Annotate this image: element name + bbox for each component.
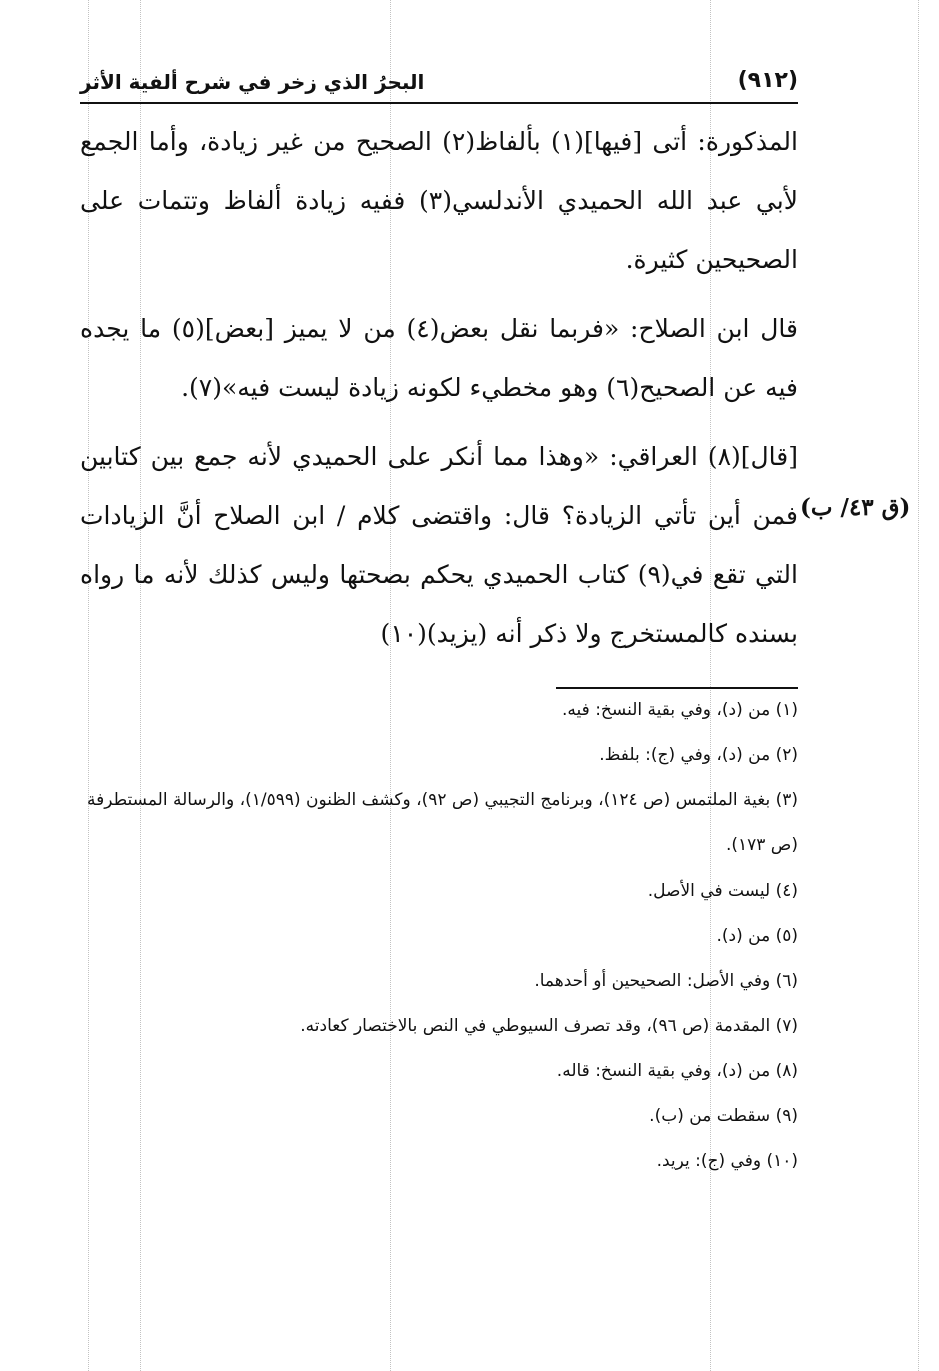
main-text xyxy=(80,112,798,663)
footnote: (١٠) وفي (ج): يريد. xyxy=(656,1151,798,1171)
footnote: (٦) وفي الأصل: الصحيحين أو أحدهما. xyxy=(534,971,798,991)
page-header xyxy=(80,60,798,104)
footnote: (٤) ليست في الأصل. xyxy=(647,881,798,901)
footnote: (٨) من (د)، وفي بقية النسخ: قاله. xyxy=(556,1061,798,1081)
running-title: البحرُ الذي زخر في شرح ألفية الأثر xyxy=(80,70,425,94)
paragraph: قال ابن الصلاح: «فربما نقل بعض(٤) من لا يميز [بعض](٥) ما يجده فيه عن الصحيح(٦) وهو مخطيء لكونه زيادة ليست فيه»(٧). xyxy=(80,314,798,402)
footnote: (١) من (د)، وفي بقية النسخ: فيه. xyxy=(562,700,798,720)
paragraph: المذكورة: أتى [فيها](١) بألفاظ(٢) الصحيح من غير زيادة، وأما الجمع لأبي عبد الله الحميدي الأندلسي(٣) ففيه زيادة ألفاظ وتتمات على الصحيحين كثيرة. xyxy=(80,127,798,274)
footnote: (٥) من (د). xyxy=(716,926,798,946)
scan-guide-line xyxy=(918,0,919,1371)
footnote: (٣) بغية الملتمس (ص ١٢٤)، وبرنامج التجيبي (ص ٩٢)، وكشف الظنون (١/٥٩٩)، والرسالة المستطرفة (ص ١٧٣). xyxy=(86,790,798,855)
manuscript-folio-note: (ق ٤٣/ ب) xyxy=(800,494,911,521)
footnote: (٧) المقدمة (ص ٩٦)، وقد تصرف السيوطي في النص بالاختصار كعادته. xyxy=(300,1016,798,1036)
book-page xyxy=(80,60,798,663)
page-number: (٩١٢) xyxy=(737,68,798,93)
footnote: (٩) سقطت من (ب). xyxy=(649,1106,798,1126)
footnote-separator xyxy=(556,687,798,689)
footnote: (٢) من (د)، وفي (ج): بلفظ. xyxy=(599,745,798,765)
footnotes xyxy=(80,699,798,1195)
paragraph: [قال](٨) العراقي: «وهذا مما أنكر على الحميدي لأنه جمع بين كتابين فمن أين تأتي الزيادة؟ قال: واقتضى كلام / ابن الصلاح أنَّ الزيادات التي تقع في(٩) كتاب الحميدي يحكم بصحتها وليس كذلك لأنه ما رواه بسنده كالمستخرج ولا ذكر أنه (يزيد)(١٠) xyxy=(80,442,798,648)
